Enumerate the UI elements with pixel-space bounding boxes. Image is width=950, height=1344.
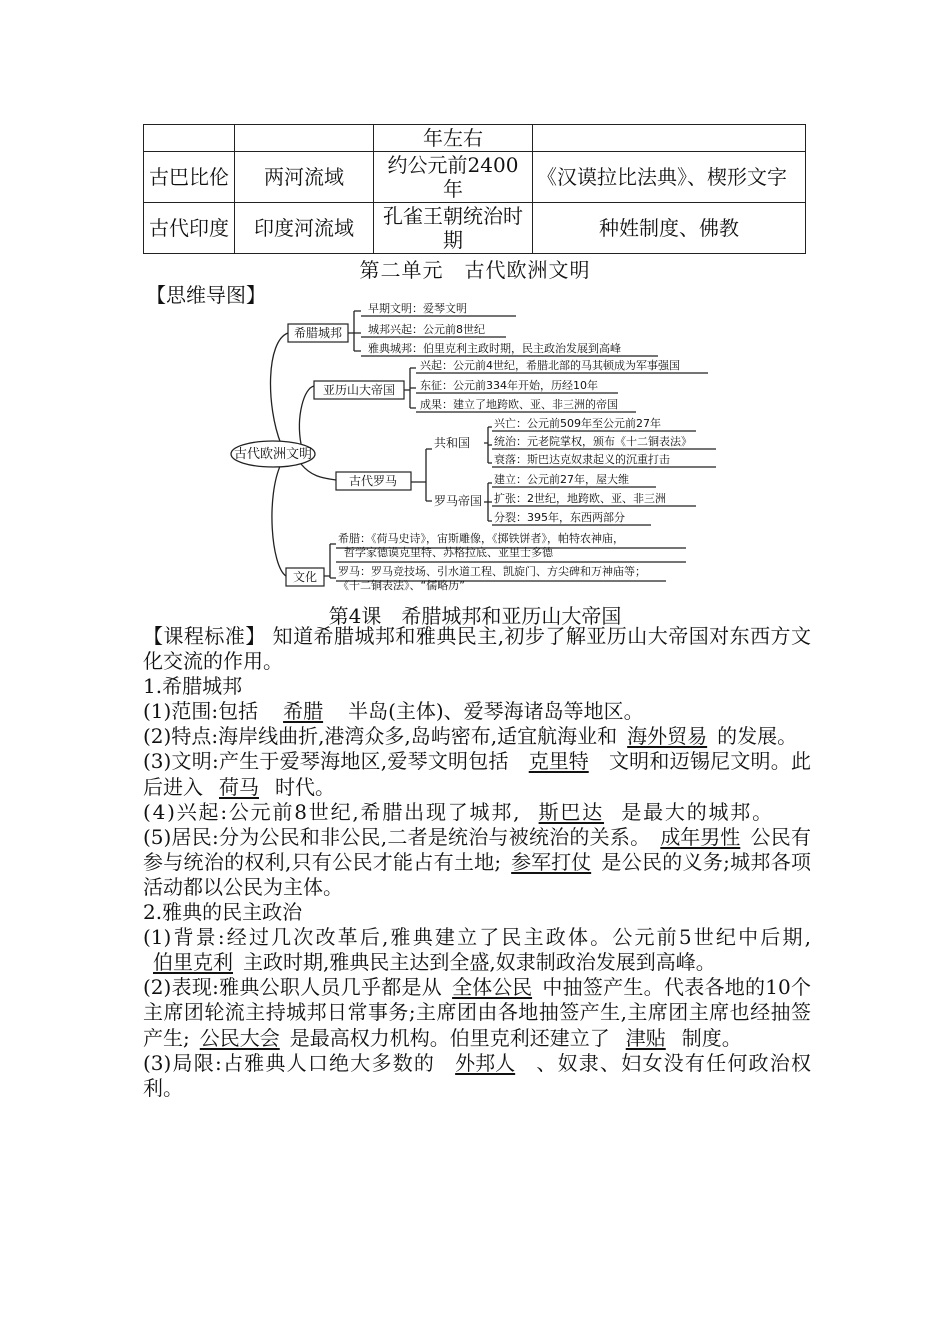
table-cell: 孔雀王朝统治时期	[374, 203, 533, 254]
empire-item: 分裂：395年，东西两部分	[494, 511, 625, 524]
text: 是公民的义务;城邦各项活动都以公民为主体。	[143, 849, 811, 899]
alexander-item: 成果：建立了地跨欧、亚、非三洲的帝国	[420, 398, 618, 411]
mindmap-diagram	[226, 296, 716, 592]
empire-item: 扩张：2世纪，地跨欧、亚、非三洲	[494, 492, 666, 505]
answer-blank: 津贴	[625, 1025, 666, 1050]
text: 中抽签产生。代表各地的10个主席团轮流主持城邦日常事务;主席团由各地抽签产生,主席团主席也经抽签产生;	[143, 975, 811, 1050]
table-cell: 种姓制度、佛教	[533, 203, 806, 254]
mindmap-root: 古代欧洲文明	[233, 447, 313, 462]
answer-blank: 荷马	[219, 774, 259, 799]
table-row	[144, 203, 806, 254]
paragraph	[143, 724, 811, 749]
text: 文明和迈锡尼文明。此后进入	[143, 749, 811, 799]
republic-item: 衰落：斯巴达克奴隶起义的沉重打击	[494, 453, 670, 466]
culture-line: 希腊：《荷马史诗》，宙斯雕像，《掷铁饼者》，帕特农神庙，	[338, 532, 624, 545]
text: (2)特点:海岸线曲折,港湾众多,岛屿密布,适宜航海业和	[143, 724, 618, 749]
node-culture: 文化	[292, 570, 318, 584]
table-row	[144, 125, 806, 152]
lesson-body	[143, 624, 811, 1101]
greek-item: 雅典城邦：伯里克利主政时期，民主政治发展到高峰	[368, 342, 621, 355]
standard-label: 【课程标准】	[143, 624, 266, 648]
table-cell: 年左右	[374, 125, 533, 152]
node-empire: 罗马帝国	[434, 494, 483, 508]
text: 是最大的城邦。	[621, 799, 774, 824]
civilization-table	[143, 124, 806, 254]
course-standard	[143, 624, 811, 674]
answer-blank: 外邦人	[455, 1050, 516, 1075]
paragraph	[143, 925, 811, 975]
answer-blank: 参军打仗	[511, 849, 592, 874]
table-cell	[533, 125, 806, 152]
lesson-title: 第4课 希腊城邦和亚历山大帝国	[328, 604, 622, 628]
node-rome: 古代罗马	[348, 474, 398, 488]
alexander-item: 兴起：公元前4世纪，希腊北部的马其顿成为军事强国	[420, 359, 680, 372]
node-republic: 共和国	[434, 436, 471, 450]
table-row	[144, 152, 806, 203]
text: (2)表现:雅典公职人员几乎都是从	[143, 975, 443, 1000]
unit-title: 第二单元 古代欧洲文明	[359, 258, 591, 282]
table-cell: 《汉谟拉比法典》、楔形文字	[533, 152, 806, 203]
text: (3)文明:产生于爱琴海地区,爱琴文明包括	[143, 749, 509, 774]
answer-blank: 海外贸易	[627, 724, 708, 749]
section-heading: 2.雅典的民主政治	[143, 900, 303, 925]
answer-blank: 成年男性	[660, 824, 741, 849]
paragraph	[143, 975, 811, 1050]
text: 半岛(主体)、爱琴海诸岛等地区。	[348, 699, 644, 724]
answer-blank: 全体公民	[452, 975, 533, 1000]
section-heading: 1.希腊城邦	[143, 674, 243, 699]
standard-text: 知道希腊城邦和雅典民主,初步了解亚历山大帝国对东西方文化交流的作用。	[143, 624, 812, 674]
text: 时代。	[275, 774, 335, 799]
paragraph	[143, 800, 811, 825]
table-cell: 古代印度	[144, 203, 235, 254]
republic-item: 统治：元老院掌权，颁布《十二铜表法》	[494, 435, 692, 448]
alexander-item: 东征：公元前334年开始，历经10年	[420, 379, 598, 392]
text: 公民有参与统治的权利,只有公民才能占有土地;	[143, 824, 811, 874]
table-cell	[144, 125, 235, 152]
table-cell: 两河流域	[235, 152, 374, 203]
answer-blank: 伯里克利	[153, 950, 233, 975]
answer-blank: 公民大会	[199, 1025, 280, 1050]
empire-item: 建立：公元前27年，屋大维	[494, 473, 629, 486]
greek-item: 城邦兴起：公元前8世纪	[368, 323, 485, 336]
text: 、奴隶、妇女没有任何政治权利。	[143, 1050, 811, 1100]
text: 主政时期,雅典民主达到全盛,奴隶制政治发展到高峰。	[243, 950, 716, 975]
table-cell: 古巴比伦	[144, 152, 235, 203]
culture-line: 哲学家德谟克里特、苏格拉底、亚里士多德	[344, 546, 553, 559]
text: (4)兴起:公元前8世纪,希腊出现了城邦,	[143, 799, 522, 824]
text: 是最高权力机构。伯里克利还建立了	[289, 1025, 610, 1050]
table-cell: 约公元前2400年	[374, 152, 533, 203]
answer-blank: 斯巴达	[538, 799, 605, 824]
text: (1)范围:包括	[143, 699, 259, 724]
text: (5)居民:分为公民和非公民,二者是统治与被统治的关系。	[143, 824, 651, 849]
answer-blank: 希腊	[283, 699, 324, 724]
node-greek: 希腊城邦	[293, 326, 343, 340]
node-alexander: 亚历山大帝国	[322, 383, 396, 397]
answer-blank: 克里特	[528, 749, 589, 774]
culture-line: 《十二铜表法》、“儒略历”	[338, 579, 465, 592]
text: 的发展。	[717, 724, 798, 749]
republic-item: 兴亡：公元前509年至公元前27年	[494, 417, 661, 430]
text: (3)局限:占雅典人口绝大多数的	[143, 1050, 436, 1075]
greek-item: 早期文明：爱琴文明	[368, 302, 467, 315]
text: 制度。	[681, 1025, 742, 1050]
paragraph	[143, 825, 811, 900]
text: (1)背景:经过几次改革后,雅典建立了民主政体。公元前5世纪中后期,	[143, 925, 811, 950]
mindmap-label: 【思维导图】	[146, 283, 266, 307]
culture-line: 罗马：罗马竞技场、引水道工程、凯旋门、方尖碑和万神庙等；	[338, 565, 646, 578]
paragraph	[143, 749, 811, 799]
table-cell	[235, 125, 374, 152]
paragraph	[143, 699, 811, 724]
table-cell: 印度河流域	[235, 203, 374, 254]
paragraph	[143, 1051, 811, 1101]
